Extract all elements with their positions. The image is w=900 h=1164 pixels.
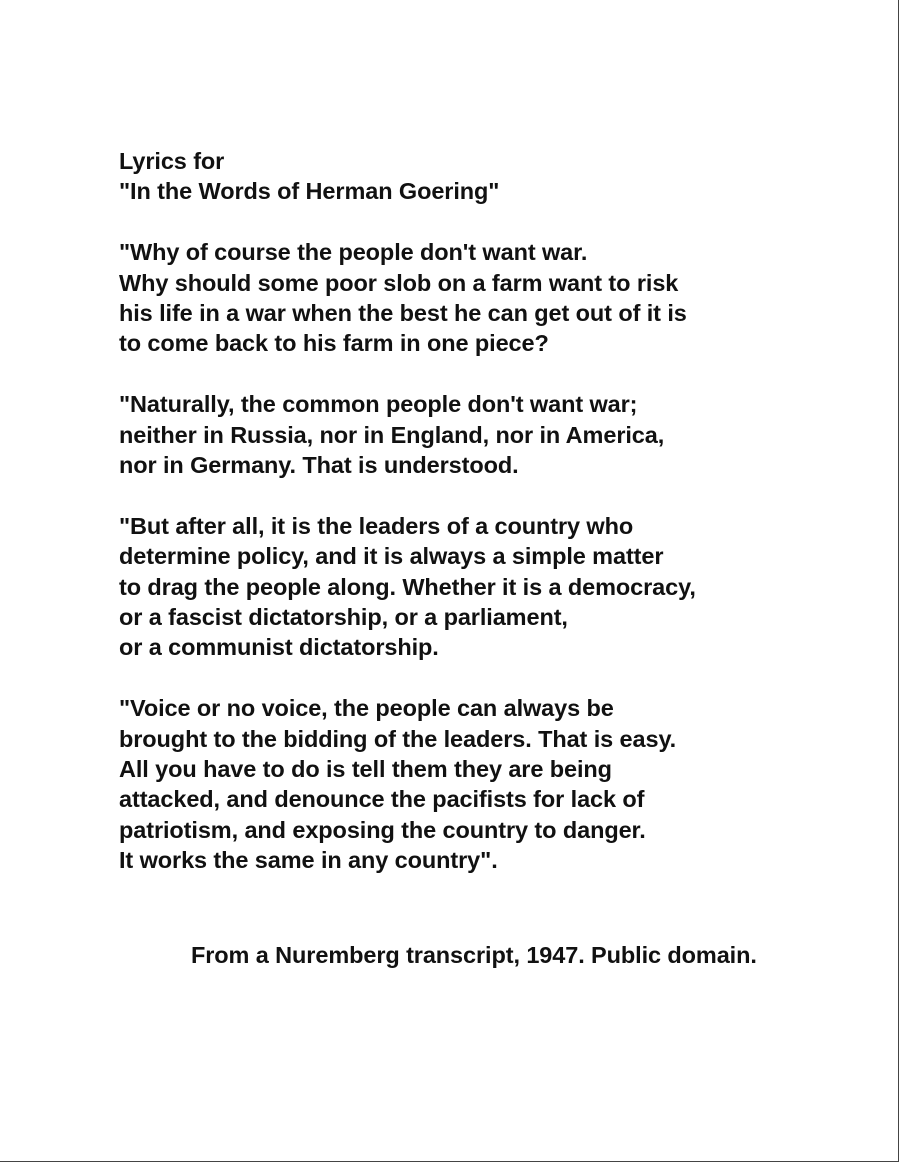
stanza-2: [119, 389, 839, 480]
attribution-text: From a Nuremberg transcript, 1947. Public domain.: [191, 942, 757, 968]
stanza-line: "But after all, it is the leaders of a country who: [119, 512, 634, 539]
header-line-1: Lyrics for: [119, 148, 225, 174]
stanza-line: or a communist dictatorship.: [119, 634, 439, 661]
stanza-line: Why should some poor slob on a farm want to risk: [119, 269, 679, 296]
stanza-line: All you have to do is tell them they are being: [119, 756, 612, 783]
stanza-line: neither in Russia, nor in England, nor in America,: [119, 421, 665, 448]
stanza-line: determine policy, and it is always a simple matter: [119, 543, 664, 570]
stanza-line: his life in a war when the best he can get out of it is: [119, 300, 687, 327]
stanza-line: to come back to his farm in one piece?: [119, 330, 549, 357]
stanza-line: attacked, and denounce the pacifists for lack of: [119, 786, 645, 813]
lyrics-header: [119, 146, 839, 207]
stanza-line: "Naturally, the common people don't want war;: [119, 391, 638, 418]
stanza-line: "Why of course the people don't want war.: [119, 239, 588, 266]
stanza-line: to drag the people along. Whether it is a democracy,: [119, 573, 696, 600]
lyrics-content: [119, 146, 839, 906]
stanza-line: patriotism, and exposing the country to danger.: [119, 816, 646, 843]
stanza-line: "Voice or no voice, the people can always be: [119, 695, 614, 722]
stanza-1: [119, 237, 839, 359]
song-title: "In the Words of Herman Goering": [119, 178, 500, 205]
stanza-line: brought to the bidding of the leaders. That is easy.: [119, 725, 677, 752]
stanza-line: or a fascist dictatorship, or a parliament,: [119, 604, 568, 631]
stanza-4: [119, 693, 839, 875]
stanza-line: nor in Germany. That is understood.: [119, 452, 519, 479]
stanza-line: It works the same in any country".: [119, 847, 498, 874]
stanza-3: [119, 511, 839, 663]
